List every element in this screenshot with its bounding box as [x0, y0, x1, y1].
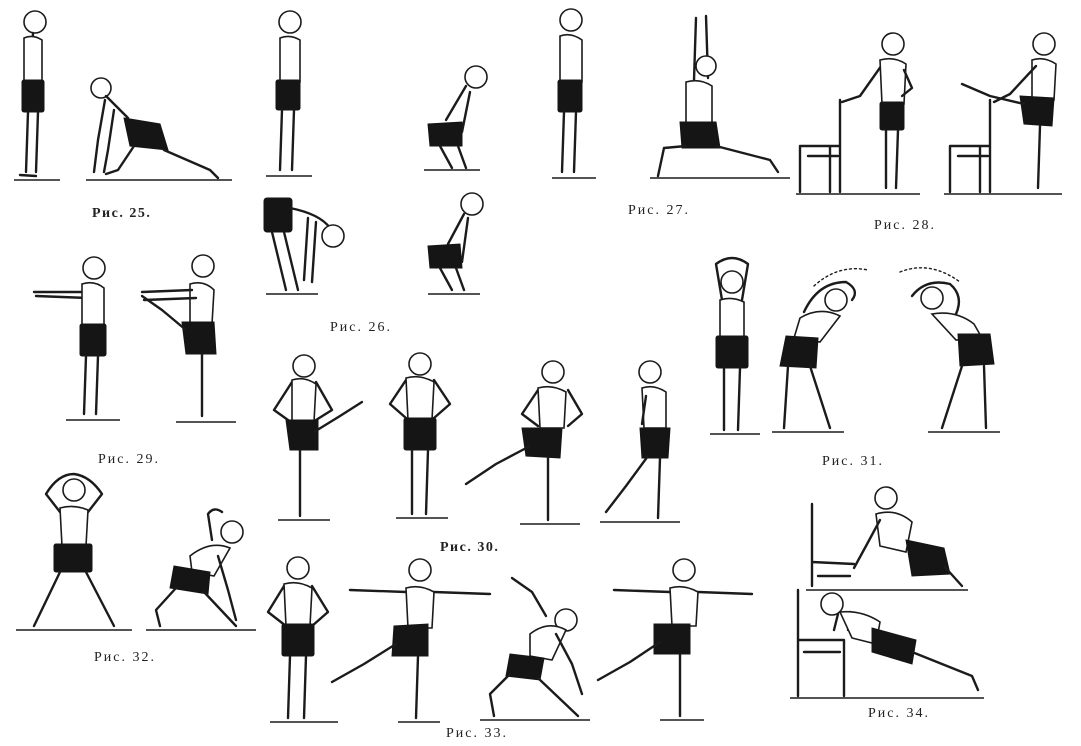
- fig29-caption: Рис. 29.: [98, 452, 160, 467]
- fig31-figure-side-bend-left: [772, 269, 868, 432]
- fig32-figure-side-lunge: [146, 509, 256, 630]
- fig30-figure-leg-kick: [274, 355, 362, 520]
- fig31-figure-arms-overhead: [710, 258, 760, 434]
- fig28-figure-standing-at-chair: [796, 33, 920, 194]
- fig27-caption: Рис. 27.: [628, 203, 690, 218]
- fig28-figure-leg-on-chair: [944, 33, 1062, 194]
- fig25-figure-standing: [14, 11, 60, 180]
- fig30-caption: Рис. 30.: [440, 540, 500, 555]
- fig26-caption: Рис. 26.: [330, 320, 392, 335]
- fig29-figure-arms-forward: [34, 257, 120, 420]
- fig26-figure-forward-bend: [264, 198, 344, 294]
- fig27-figure-arms-up-lunge: [650, 16, 790, 178]
- fig33-figure-hands-on-hips: [268, 557, 338, 722]
- fig30-figure-leg-back: [600, 361, 680, 522]
- fig33-figure-arms-out-1: [332, 559, 490, 722]
- fig33-figure-diagonal-reach: [480, 578, 590, 720]
- fig26-figure-squat-2: [428, 193, 483, 294]
- fig30-figure-leg-to-side: [466, 361, 582, 524]
- fig34-figure-chair-push-up: [790, 590, 984, 698]
- fig33-figure-arms-out-2: [598, 559, 752, 720]
- fig25-caption: Рис. 25.: [92, 206, 152, 221]
- fig31-figure-side-bend-right: [900, 268, 1000, 432]
- fig31-caption: Рис. 31.: [822, 454, 884, 469]
- fig26-figure-squat-1: [424, 66, 487, 170]
- fig32-caption: Рис. 32.: [94, 650, 156, 665]
- fig34-figure-push-off-chair: [806, 487, 968, 590]
- fig26-figure-standing: [266, 11, 312, 176]
- fig28-caption: Рис. 28.: [874, 218, 936, 233]
- fig27-figure-standing: [552, 9, 596, 178]
- fig29-figure-leg-swing: [142, 255, 236, 422]
- fig30-figure-hands-on-hips: [390, 353, 450, 518]
- fig32-figure-wide-stance: [16, 474, 132, 630]
- fig25-figure-lunge: [86, 78, 232, 180]
- fig33-caption: Рис. 33.: [446, 726, 508, 741]
- fig34-caption: Рис. 34.: [868, 706, 930, 721]
